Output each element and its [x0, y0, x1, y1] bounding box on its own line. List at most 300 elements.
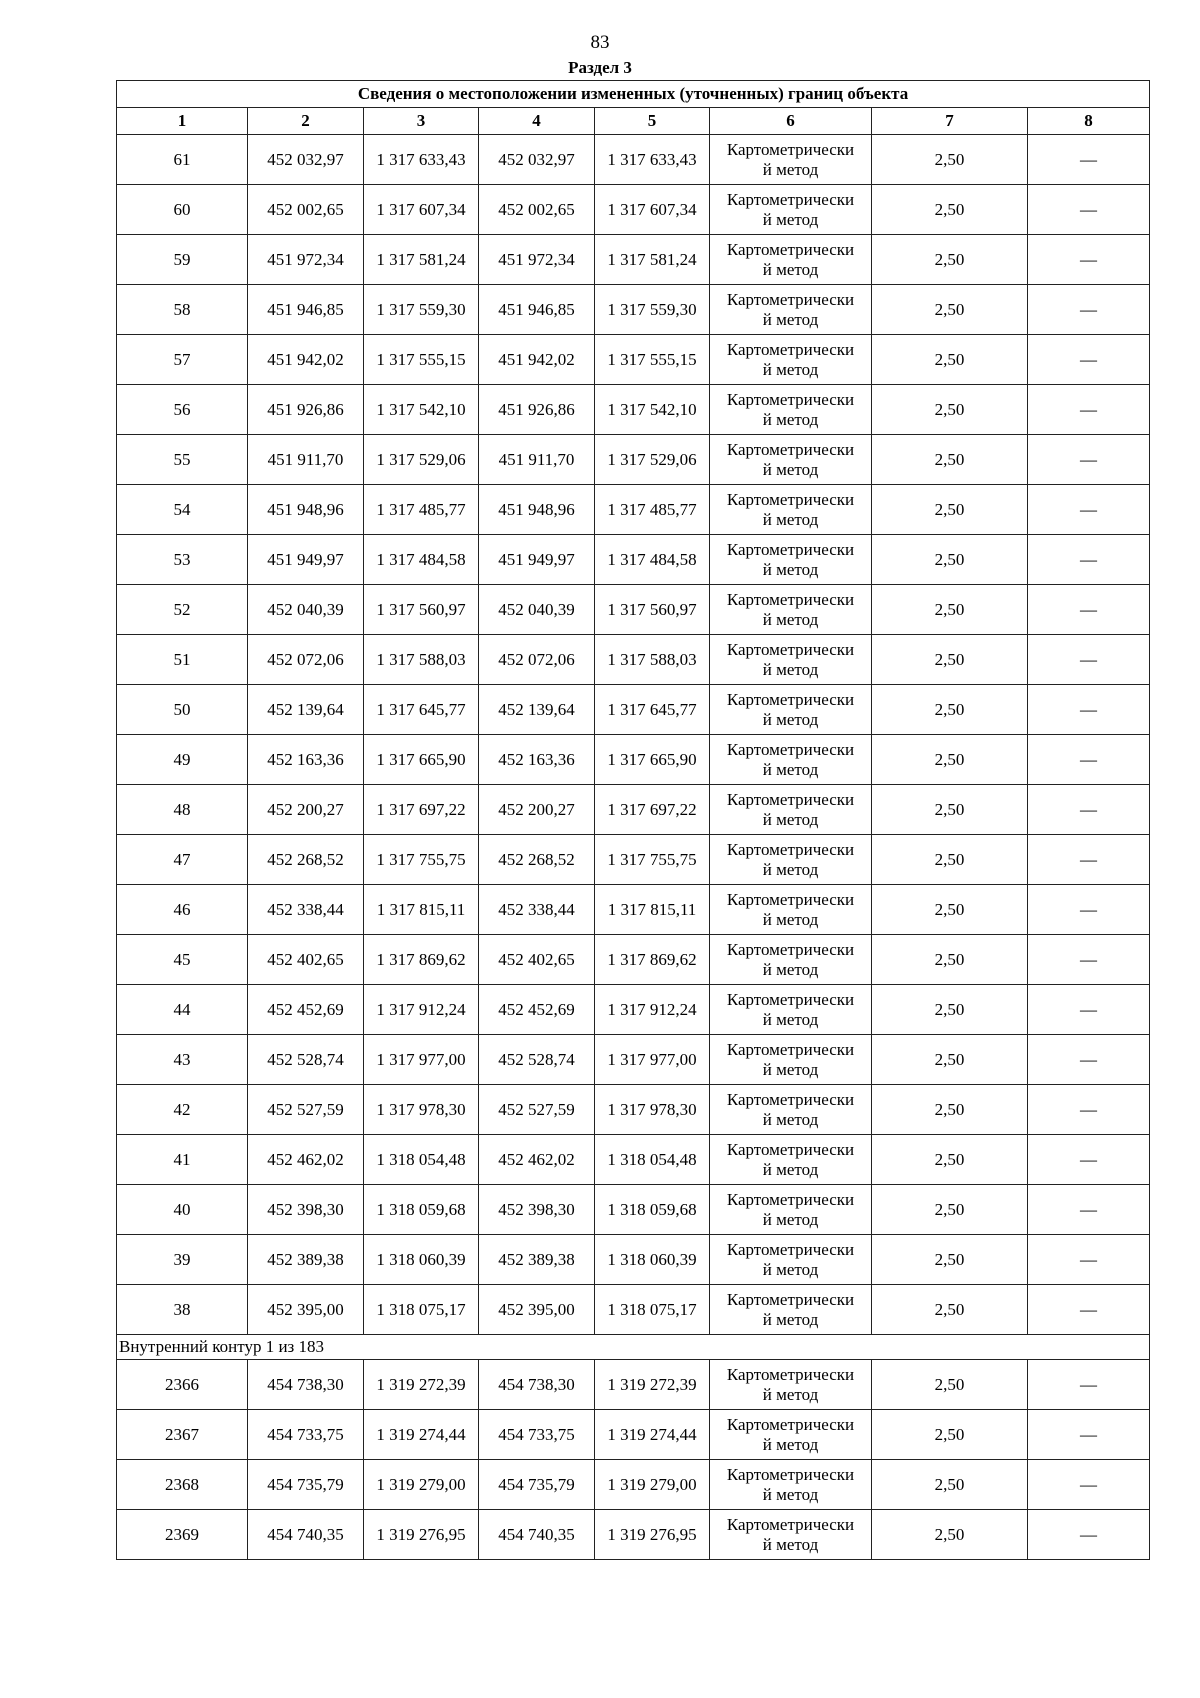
- method-line: й метод: [762, 909, 819, 929]
- method-cell: [710, 485, 872, 535]
- x-refined-cell: 452 163,36: [479, 735, 595, 785]
- accuracy-cell: 2,50: [872, 285, 1028, 335]
- method-line: Картометрически: [726, 989, 855, 1009]
- method-line: й метод: [762, 159, 819, 179]
- y-refined-cell: 1 319 274,44: [595, 1410, 710, 1460]
- accuracy-cell: 2,50: [872, 185, 1028, 235]
- y-refined-cell: 1 318 060,39: [595, 1235, 710, 1285]
- x-existing-cell: 452 389,38: [248, 1235, 364, 1285]
- y-existing-cell: 1 317 869,62: [364, 935, 479, 985]
- description-cell: —: [1028, 185, 1150, 235]
- y-existing-cell: 1 317 665,90: [364, 735, 479, 785]
- description-cell: —: [1028, 1285, 1150, 1335]
- table-row: [117, 785, 1150, 835]
- x-existing-cell: 452 072,06: [248, 635, 364, 685]
- accuracy-cell: 2,50: [872, 585, 1028, 635]
- method-line: Картометрически: [726, 1364, 855, 1384]
- method-line: Картометрически: [726, 389, 855, 409]
- description-cell: —: [1028, 935, 1150, 985]
- x-existing-cell: 452 338,44: [248, 885, 364, 935]
- x-existing-cell: 452 402,65: [248, 935, 364, 985]
- x-refined-cell: 452 402,65: [479, 935, 595, 985]
- point-number-cell: 55: [117, 435, 248, 485]
- x-existing-cell: 451 946,85: [248, 285, 364, 335]
- method-line: й метод: [762, 1309, 819, 1329]
- method-line: Картометрически: [726, 789, 855, 809]
- y-refined-cell: 1 318 059,68: [595, 1185, 710, 1235]
- method-line: Картометрически: [726, 489, 855, 509]
- x-refined-cell: 454 735,79: [479, 1460, 595, 1510]
- method-line: Картометрически: [726, 1239, 855, 1259]
- y-existing-cell: 1 319 279,00: [364, 1460, 479, 1510]
- table-row: [117, 535, 1150, 585]
- method-line: й метод: [762, 459, 819, 479]
- y-existing-cell: 1 317 529,06: [364, 435, 479, 485]
- table-row: [117, 135, 1150, 185]
- y-refined-cell: 1 319 279,00: [595, 1460, 710, 1510]
- method-line: Картометрически: [726, 289, 855, 309]
- method-cell: [710, 1510, 872, 1560]
- method-line: Картометрически: [726, 1139, 855, 1159]
- method-line: Картометрически: [726, 539, 855, 559]
- y-refined-cell: 1 317 697,22: [595, 785, 710, 835]
- table-row: [117, 1135, 1150, 1185]
- x-refined-cell: 451 926,86: [479, 385, 595, 435]
- method-line: й метод: [762, 859, 819, 879]
- method-line: Картометрически: [726, 339, 855, 359]
- accuracy-cell: 2,50: [872, 1235, 1028, 1285]
- y-existing-cell: 1 317 581,24: [364, 235, 479, 285]
- x-existing-cell: 452 462,02: [248, 1135, 364, 1185]
- point-number-cell: 41: [117, 1135, 248, 1185]
- point-number-cell: 50: [117, 685, 248, 735]
- y-refined-cell: 1 317 645,77: [595, 685, 710, 735]
- method-line: й метод: [762, 1434, 819, 1454]
- method-line: Картометрически: [726, 439, 855, 459]
- table-row: [117, 735, 1150, 785]
- column-number-row: [117, 108, 1150, 135]
- method-cell: [710, 385, 872, 435]
- description-cell: —: [1028, 385, 1150, 435]
- method-cell: [710, 135, 872, 185]
- method-line: й метод: [762, 609, 819, 629]
- description-cell: —: [1028, 1085, 1150, 1135]
- x-existing-cell: 454 740,35: [248, 1510, 364, 1560]
- point-number-cell: 47: [117, 835, 248, 885]
- method-line: й метод: [762, 809, 819, 829]
- outer-contour-rows: [117, 135, 1150, 1335]
- table-row: [117, 685, 1150, 735]
- x-existing-cell: 452 527,59: [248, 1085, 364, 1135]
- method-line: Картометрически: [726, 1514, 855, 1534]
- method-cell: [710, 935, 872, 985]
- accuracy-cell: 2,50: [872, 1460, 1028, 1510]
- x-existing-cell: 452 040,39: [248, 585, 364, 635]
- y-existing-cell: 1 317 607,34: [364, 185, 479, 235]
- description-cell: —: [1028, 1135, 1150, 1185]
- y-existing-cell: 1 318 054,48: [364, 1135, 479, 1185]
- method-cell: [710, 1460, 872, 1510]
- y-existing-cell: 1 318 060,39: [364, 1235, 479, 1285]
- y-existing-cell: 1 317 912,24: [364, 985, 479, 1035]
- method-cell: [710, 1035, 872, 1085]
- point-number-cell: 44: [117, 985, 248, 1035]
- method-line: Картометрически: [726, 739, 855, 759]
- x-refined-cell: 452 398,30: [479, 1185, 595, 1235]
- description-cell: —: [1028, 335, 1150, 385]
- point-number-cell: 46: [117, 885, 248, 935]
- section-title: Раздел 3: [568, 58, 632, 77]
- y-existing-cell: 1 317 559,30: [364, 285, 479, 335]
- method-line: Картометрически: [726, 689, 855, 709]
- table-row: [117, 435, 1150, 485]
- point-number-cell: 49: [117, 735, 248, 785]
- method-line: Картометрически: [726, 1414, 855, 1434]
- x-existing-cell: 452 139,64: [248, 685, 364, 735]
- accuracy-cell: 2,50: [872, 1035, 1028, 1085]
- y-refined-cell: 1 317 869,62: [595, 935, 710, 985]
- x-refined-cell: 452 139,64: [479, 685, 595, 735]
- y-existing-cell: 1 319 274,44: [364, 1410, 479, 1460]
- x-refined-cell: 451 972,34: [479, 235, 595, 285]
- accuracy-cell: 2,50: [872, 1135, 1028, 1185]
- y-existing-cell: 1 319 272,39: [364, 1360, 479, 1410]
- x-refined-cell: 454 740,35: [479, 1510, 595, 1560]
- x-existing-cell: 452 268,52: [248, 835, 364, 885]
- method-line: Картометрически: [726, 189, 855, 209]
- method-line: й метод: [762, 959, 819, 979]
- point-number-cell: 57: [117, 335, 248, 385]
- column-number: 3: [364, 108, 479, 135]
- method-line: й метод: [762, 359, 819, 379]
- accuracy-cell: 2,50: [872, 1085, 1028, 1135]
- description-cell: —: [1028, 635, 1150, 685]
- method-line: Картометрически: [726, 1464, 855, 1484]
- x-existing-cell: 451 926,86: [248, 385, 364, 435]
- description-cell: —: [1028, 835, 1150, 885]
- point-number-cell: 45: [117, 935, 248, 985]
- accuracy-cell: 2,50: [872, 535, 1028, 585]
- description-cell: —: [1028, 535, 1150, 585]
- point-number-cell: 2367: [117, 1410, 248, 1460]
- table-row: [117, 185, 1150, 235]
- accuracy-cell: 2,50: [872, 485, 1028, 535]
- x-existing-cell: 451 942,02: [248, 335, 364, 385]
- x-existing-cell: 452 395,00: [248, 1285, 364, 1335]
- point-number-cell: 2369: [117, 1510, 248, 1560]
- y-existing-cell: 1 317 697,22: [364, 785, 479, 835]
- method-cell: [710, 685, 872, 735]
- y-existing-cell: 1 319 276,95: [364, 1510, 479, 1560]
- accuracy-cell: 2,50: [872, 435, 1028, 485]
- y-refined-cell: 1 317 485,77: [595, 485, 710, 535]
- method-cell: [710, 1135, 872, 1185]
- accuracy-cell: 2,50: [872, 835, 1028, 885]
- table-row: [117, 935, 1150, 985]
- coordinates-table: [116, 80, 1150, 1560]
- method-line: й метод: [762, 1059, 819, 1079]
- method-cell: [710, 635, 872, 685]
- accuracy-cell: 2,50: [872, 785, 1028, 835]
- table-row: [117, 1035, 1150, 1085]
- method-cell: [710, 985, 872, 1035]
- y-refined-cell: 1 317 607,34: [595, 185, 710, 235]
- y-existing-cell: 1 317 815,11: [364, 885, 479, 935]
- point-number-cell: 43: [117, 1035, 248, 1085]
- point-number-cell: 42: [117, 1085, 248, 1135]
- method-line: й метод: [762, 1259, 819, 1279]
- y-refined-cell: 1 318 054,48: [595, 1135, 710, 1185]
- method-cell: [710, 835, 872, 885]
- description-cell: —: [1028, 735, 1150, 785]
- method-line: й метод: [762, 509, 819, 529]
- method-cell: [710, 535, 872, 585]
- x-refined-cell: 451 942,02: [479, 335, 595, 385]
- accuracy-cell: 2,50: [872, 1185, 1028, 1235]
- description-cell: —: [1028, 1510, 1150, 1560]
- method-line: Картометрически: [726, 1289, 855, 1309]
- method-line: й метод: [762, 309, 819, 329]
- description-cell: —: [1028, 1235, 1150, 1285]
- x-refined-cell: 452 338,44: [479, 885, 595, 935]
- x-existing-cell: 452 528,74: [248, 1035, 364, 1085]
- description-cell: —: [1028, 1360, 1150, 1410]
- y-refined-cell: 1 317 633,43: [595, 135, 710, 185]
- y-existing-cell: 1 317 588,03: [364, 635, 479, 685]
- method-line: й метод: [762, 1009, 819, 1029]
- x-refined-cell: 452 462,02: [479, 1135, 595, 1185]
- description-cell: —: [1028, 685, 1150, 735]
- y-existing-cell: 1 317 977,00: [364, 1035, 479, 1085]
- point-number-cell: 38: [117, 1285, 248, 1335]
- x-existing-cell: 452 163,36: [248, 735, 364, 785]
- x-existing-cell: 452 398,30: [248, 1185, 364, 1235]
- x-refined-cell: 452 072,06: [479, 635, 595, 685]
- point-number-cell: 53: [117, 535, 248, 585]
- y-existing-cell: 1 317 484,58: [364, 535, 479, 585]
- method-line: й метод: [762, 1484, 819, 1504]
- column-number: 1: [117, 108, 248, 135]
- method-line: Картометрически: [726, 939, 855, 959]
- x-existing-cell: 451 911,70: [248, 435, 364, 485]
- page-number: 83: [590, 32, 610, 53]
- method-line: й метод: [762, 559, 819, 579]
- description-cell: —: [1028, 485, 1150, 535]
- table-row: [117, 585, 1150, 635]
- description-cell: —: [1028, 985, 1150, 1035]
- method-line: й метод: [762, 1384, 819, 1404]
- description-cell: —: [1028, 1185, 1150, 1235]
- x-refined-cell: 452 395,00: [479, 1285, 595, 1335]
- x-refined-cell: 452 040,39: [479, 585, 595, 635]
- table-row: [117, 1085, 1150, 1135]
- table-row: [117, 335, 1150, 385]
- y-refined-cell: 1 317 665,90: [595, 735, 710, 785]
- table-row: [117, 835, 1150, 885]
- point-number-cell: 40: [117, 1185, 248, 1235]
- x-refined-cell: 452 452,69: [479, 985, 595, 1035]
- y-existing-cell: 1 317 755,75: [364, 835, 479, 885]
- x-refined-cell: 454 733,75: [479, 1410, 595, 1460]
- method-cell: [710, 585, 872, 635]
- table-row: [117, 1360, 1150, 1410]
- accuracy-cell: 2,50: [872, 1510, 1028, 1560]
- accuracy-cell: 2,50: [872, 985, 1028, 1035]
- method-line: й метод: [762, 659, 819, 679]
- method-cell: [710, 1235, 872, 1285]
- method-line: Картометрически: [726, 889, 855, 909]
- method-line: Картометрически: [726, 1089, 855, 1109]
- x-refined-cell: 452 528,74: [479, 1035, 595, 1085]
- description-cell: —: [1028, 885, 1150, 935]
- method-line: й метод: [762, 1209, 819, 1229]
- method-cell: [710, 435, 872, 485]
- y-refined-cell: 1 317 588,03: [595, 635, 710, 685]
- table-row: [117, 385, 1150, 435]
- method-line: Картометрически: [726, 839, 855, 859]
- table-row: [117, 1410, 1150, 1460]
- method-line: й метод: [762, 409, 819, 429]
- method-line: й метод: [762, 709, 819, 729]
- description-cell: —: [1028, 1035, 1150, 1085]
- x-refined-cell: 451 946,85: [479, 285, 595, 335]
- method-line: й метод: [762, 1534, 819, 1554]
- table-row: [117, 285, 1150, 335]
- x-existing-cell: 452 002,65: [248, 185, 364, 235]
- point-number-cell: 39: [117, 1235, 248, 1285]
- y-refined-cell: 1 317 555,15: [595, 335, 710, 385]
- accuracy-cell: 2,50: [872, 685, 1028, 735]
- y-existing-cell: 1 317 633,43: [364, 135, 479, 185]
- point-number-cell: 61: [117, 135, 248, 185]
- y-existing-cell: 1 318 075,17: [364, 1285, 479, 1335]
- column-number: 8: [1028, 108, 1150, 135]
- description-cell: —: [1028, 285, 1150, 335]
- accuracy-cell: 2,50: [872, 735, 1028, 785]
- x-existing-cell: 451 949,97: [248, 535, 364, 585]
- point-number-cell: 60: [117, 185, 248, 235]
- y-refined-cell: 1 319 276,95: [595, 1510, 710, 1560]
- table-row: [117, 1185, 1150, 1235]
- description-cell: —: [1028, 235, 1150, 285]
- accuracy-cell: 2,50: [872, 1360, 1028, 1410]
- accuracy-cell: 2,50: [872, 1285, 1028, 1335]
- table-row: [117, 885, 1150, 935]
- method-line: Картометрически: [726, 239, 855, 259]
- point-number-cell: 54: [117, 485, 248, 535]
- x-existing-cell: 454 733,75: [248, 1410, 364, 1460]
- x-refined-cell: 452 527,59: [479, 1085, 595, 1135]
- method-line: й метод: [762, 209, 819, 229]
- table-row: [117, 1460, 1150, 1510]
- description-cell: —: [1028, 785, 1150, 835]
- y-existing-cell: 1 317 542,10: [364, 385, 479, 435]
- method-cell: [710, 185, 872, 235]
- table-row: [117, 985, 1150, 1035]
- table-row: [117, 1235, 1150, 1285]
- point-number-cell: 2366: [117, 1360, 248, 1410]
- y-existing-cell: 1 317 485,77: [364, 485, 479, 535]
- column-number: 4: [479, 108, 595, 135]
- method-line: Картометрически: [726, 1039, 855, 1059]
- method-line: Картометрически: [726, 139, 855, 159]
- description-cell: —: [1028, 585, 1150, 635]
- method-line: Картометрически: [726, 1189, 855, 1209]
- y-refined-cell: 1 317 581,24: [595, 235, 710, 285]
- x-existing-cell: 452 452,69: [248, 985, 364, 1035]
- inner-contour-label: Внутренний контур 1 из 183: [117, 1335, 1150, 1360]
- accuracy-cell: 2,50: [872, 885, 1028, 935]
- x-refined-cell: 452 032,97: [479, 135, 595, 185]
- y-existing-cell: 1 317 555,15: [364, 335, 479, 385]
- method-line: Картометрически: [726, 639, 855, 659]
- x-existing-cell: 454 735,79: [248, 1460, 364, 1510]
- x-existing-cell: 451 972,34: [248, 235, 364, 285]
- table-row: [117, 1285, 1150, 1335]
- method-cell: [710, 785, 872, 835]
- method-cell: [710, 1285, 872, 1335]
- x-refined-cell: 452 268,52: [479, 835, 595, 885]
- point-number-cell: 59: [117, 235, 248, 285]
- column-number: 7: [872, 108, 1028, 135]
- y-refined-cell: 1 317 978,30: [595, 1085, 710, 1135]
- method-line: й метод: [762, 259, 819, 279]
- method-cell: [710, 285, 872, 335]
- accuracy-cell: 2,50: [872, 635, 1028, 685]
- y-refined-cell: 1 317 912,24: [595, 985, 710, 1035]
- method-line: й метод: [762, 1109, 819, 1129]
- method-cell: [710, 235, 872, 285]
- point-number-cell: 58: [117, 285, 248, 335]
- accuracy-cell: 2,50: [872, 135, 1028, 185]
- y-refined-cell: 1 317 484,58: [595, 535, 710, 585]
- description-cell: —: [1028, 135, 1150, 185]
- x-refined-cell: 454 738,30: [479, 1360, 595, 1410]
- accuracy-cell: 2,50: [872, 1410, 1028, 1460]
- method-cell: [710, 1360, 872, 1410]
- point-number-cell: 51: [117, 635, 248, 685]
- method-line: Картометрически: [726, 589, 855, 609]
- table-caption: Сведения о местоположении измененных (уточненных) границ объекта: [117, 81, 1150, 108]
- table-row: [117, 485, 1150, 535]
- column-number: 2: [248, 108, 364, 135]
- inner-contour-rows: [117, 1360, 1150, 1560]
- method-cell: [710, 1185, 872, 1235]
- y-existing-cell: 1 317 978,30: [364, 1085, 479, 1135]
- method-cell: [710, 335, 872, 385]
- x-refined-cell: 452 002,65: [479, 185, 595, 235]
- inner-contour-section: [117, 1335, 1150, 1360]
- column-number: 6: [710, 108, 872, 135]
- y-refined-cell: 1 317 529,06: [595, 435, 710, 485]
- description-cell: —: [1028, 435, 1150, 485]
- point-number-cell: 56: [117, 385, 248, 435]
- method-cell: [710, 885, 872, 935]
- x-refined-cell: 452 200,27: [479, 785, 595, 835]
- accuracy-cell: 2,50: [872, 935, 1028, 985]
- x-existing-cell: 452 200,27: [248, 785, 364, 835]
- point-number-cell: 52: [117, 585, 248, 635]
- x-refined-cell: 451 949,97: [479, 535, 595, 585]
- method-line: й метод: [762, 759, 819, 779]
- x-existing-cell: 454 738,30: [248, 1360, 364, 1410]
- x-existing-cell: 452 032,97: [248, 135, 364, 185]
- accuracy-cell: 2,50: [872, 385, 1028, 435]
- description-cell: —: [1028, 1410, 1150, 1460]
- x-existing-cell: 451 948,96: [248, 485, 364, 535]
- method-cell: [710, 1085, 872, 1135]
- method-cell: [710, 735, 872, 785]
